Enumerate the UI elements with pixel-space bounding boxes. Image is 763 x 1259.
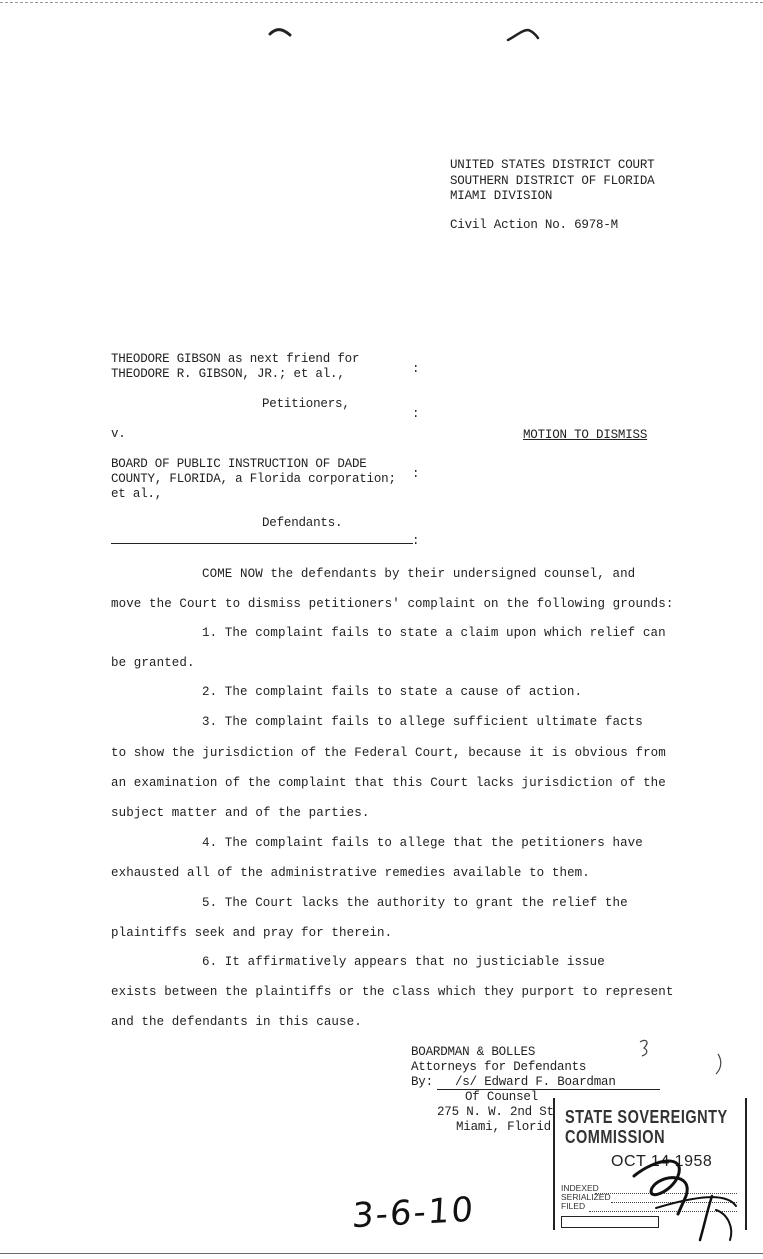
intro-line1: COME NOW the defendants by their undersigned counsel, and bbox=[202, 567, 636, 581]
petitioner-line1: THEODORE GIBSON as next friend for bbox=[111, 352, 360, 366]
court-name-line2: SOUTHERN DISTRICT OF FLORIDA bbox=[450, 174, 655, 188]
punch-mark-icon bbox=[268, 26, 292, 38]
stray-mark-icon bbox=[712, 1052, 726, 1076]
ground-5-line2: plaintiffs seek and pray for therein. bbox=[111, 926, 393, 940]
ground-1-line1: 1. The complaint fails to state a claim upon which relief can bbox=[202, 626, 666, 640]
defendant-line1: BOARD OF PUBLIC INSTRUCTION OF DADE bbox=[111, 457, 367, 471]
address-line2: Miami, Florid bbox=[456, 1120, 551, 1134]
of-counsel: Of Counsel bbox=[465, 1090, 539, 1104]
ground-4-line1: 4. The complaint fails to allege that the petitioners have bbox=[202, 836, 643, 850]
defendant-line3: et al., bbox=[111, 487, 163, 501]
petitioner-line2: THEODORE R. GIBSON, JR.; et al., bbox=[111, 367, 345, 381]
stray-mark-icon bbox=[636, 1036, 656, 1060]
court-name-line3: MIAMI DIVISION bbox=[450, 189, 553, 203]
handwritten-file-number: 3-6-10 bbox=[351, 1189, 477, 1237]
ground-3-line4: subject matter and of the parties. bbox=[111, 806, 370, 820]
caption-underline bbox=[111, 543, 413, 544]
caption-separator: : bbox=[412, 407, 420, 421]
page-top-edge bbox=[0, 2, 763, 3]
address-line1: 275 N. W. 2nd St bbox=[437, 1105, 554, 1119]
case-number: Civil Action No. 6978-M bbox=[450, 218, 618, 232]
by-label: By: bbox=[411, 1075, 433, 1089]
ground-1-line2: be granted. bbox=[111, 656, 195, 670]
punch-mark-icon bbox=[506, 26, 540, 44]
stamp-filed-label: FILED bbox=[561, 1201, 586, 1211]
caption-separator: : bbox=[412, 362, 420, 376]
defendants-label: Defendants. bbox=[262, 516, 343, 530]
stamp-serialized-label: SERIALIZED bbox=[561, 1192, 611, 1202]
ground-4-line2: exhausted all of the administrative remedies available to them. bbox=[111, 866, 590, 880]
petitioners-label: Petitioners, bbox=[262, 397, 350, 411]
stamp-indexed-label: INDEXED bbox=[561, 1183, 599, 1193]
stamp-date: OCT 14 1958 bbox=[611, 1153, 713, 1170]
ground-5-line1: 5. The Court lacks the authority to grant the relief the bbox=[202, 896, 628, 910]
document-title: MOTION TO DISMISS bbox=[523, 428, 648, 442]
ground-6-line1: 6. It affirmatively appears that no justiciable issue bbox=[202, 955, 605, 969]
ground-3-line1: 3. The complaint fails to allege sufficient ultimate facts bbox=[202, 715, 643, 729]
versus-label: v. bbox=[111, 427, 126, 441]
ground-6-line3: and the defendants in this cause. bbox=[111, 1015, 362, 1029]
signer-name: /s/ Edward F. Boardman bbox=[455, 1075, 616, 1089]
defendant-line2: COUNTY, FLORIDA, a Florida corporation; bbox=[111, 472, 396, 486]
ground-2-line1: 2. The complaint fails to state a cause of action. bbox=[202, 685, 583, 699]
signature-scrawl-icon bbox=[616, 1136, 746, 1246]
ground-3-line3: an examination of the complaint that this Court lacks jurisdiction of the bbox=[111, 776, 666, 790]
attorney-role: Attorneys for Defendants bbox=[411, 1060, 587, 1074]
caption-separator: : bbox=[412, 534, 420, 548]
intro-line2: move the Court to dismiss petitioners' complaint on the following grounds: bbox=[111, 597, 674, 611]
caption-separator: : bbox=[412, 467, 420, 481]
ground-3-line2: to show the jurisdiction of the Federal Court, because it is obvious from bbox=[111, 746, 666, 760]
stamp-title: STATE SOVEREIGNTY COMMISSION bbox=[565, 1108, 728, 1148]
court-name-line1: UNITED STATES DISTRICT COURT bbox=[450, 158, 655, 172]
firm-name: BOARDMAN & BOLLES bbox=[411, 1045, 536, 1059]
page-bottom-edge bbox=[0, 1253, 763, 1254]
ground-6-line2: exists between the plaintiffs or the class which they purport to represent bbox=[111, 985, 674, 999]
